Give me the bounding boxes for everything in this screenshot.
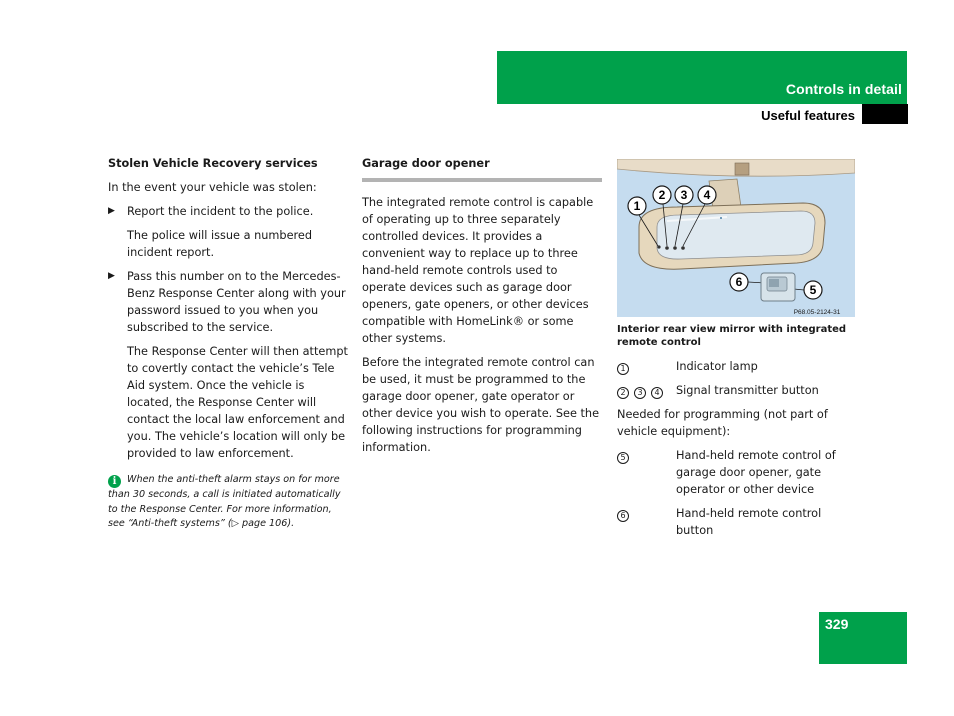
bullet-text: Report the incident to the police. (127, 205, 314, 218)
mirror-figure (617, 159, 855, 317)
legend-number: 6 (617, 505, 676, 539)
bullet-followup: The Response Center will then attempt to covertly contact the vehicle’s Tele Aid system. Once the vehicle is located, the Response Center will contact the local law enforcement and you. The vehicle’s location will only be provided to law enforcement. (127, 345, 348, 460)
legend-item (617, 358, 857, 375)
bullet-arrow-icon: ▶ (108, 271, 115, 281)
column-garage-door (362, 155, 602, 463)
garage-para-2: Before the integrated remote control can be used, it must be programmed to the garage door opener, gate operator or other device you wish to operate. See the following instructions for programming information. (362, 356, 600, 454)
figure-code: P68.05-2124-31 (793, 309, 841, 316)
subsection-title: Useful features (761, 108, 855, 123)
legend-item (617, 505, 857, 539)
svg-text:2: 2 (658, 188, 666, 202)
column-figure (617, 155, 857, 546)
garage-para-1: The integrated remote control is capable of operating up to three separately controlled devices. It provides a convenient way to replace up to three hand-held remote controls used to operate devices such as garage door openers, gate openers, or other devices compatible with HomeLink® or some other systems. (362, 196, 594, 345)
section-title: Controls in detail (785, 81, 902, 97)
bullet-text: Pass this number on to the Mercedes-Benz Response Center along with your password issued to you when you subscribed to the service. (127, 270, 346, 334)
legend-text: Hand-held remote control button (676, 507, 822, 537)
info-note-text: When the anti-theft alarm stays on for more than 30 seconds, a call is initiated automatically to the Response Center. For more information, see “Anti-theft systems” (▷ page 106). (108, 474, 341, 530)
figure-caption: Interior rear view mirror with integrated remote control (617, 324, 847, 348)
column-stolen-vehicle (108, 155, 348, 532)
svg-text:3: 3 (680, 188, 688, 202)
stolen-intro: In the event your vehicle was stolen: (108, 181, 317, 194)
legend-item (617, 447, 857, 498)
bullet-followup: The police will issue a numbered incident report. (127, 229, 313, 259)
rear-view-mirror-illustration (617, 159, 855, 317)
bullet-arrow-icon: ▶ (108, 206, 115, 216)
page-number: 329 (825, 616, 849, 632)
svg-text:5: 5 (809, 283, 817, 297)
stolen-vehicle-heading: Stolen Vehicle Recovery services (108, 157, 318, 170)
bullet-item (108, 268, 348, 336)
needed-for-programming: Needed for programming (not part of vehicle equipment): (617, 408, 828, 438)
info-note (108, 473, 348, 532)
svg-text:4: 4 (703, 188, 711, 202)
legend-text: Indicator lamp (676, 360, 758, 373)
legend-number: 1 (617, 358, 676, 375)
svg-text:6: 6 (735, 275, 743, 289)
svg-text:1: 1 (633, 199, 641, 213)
info-icon: i (108, 475, 121, 488)
legend-text: Signal transmitter button (676, 384, 819, 397)
garage-door-heading: Garage door opener (362, 155, 602, 182)
legend-item (617, 382, 857, 399)
legend-number: 2 3 4 (617, 382, 676, 399)
subsection-marker (862, 104, 908, 124)
legend-text: Hand-held remote control of garage door opener, gate operator or other device (676, 449, 836, 496)
bullet-item (108, 203, 348, 220)
legend-number: 5 (617, 447, 676, 498)
